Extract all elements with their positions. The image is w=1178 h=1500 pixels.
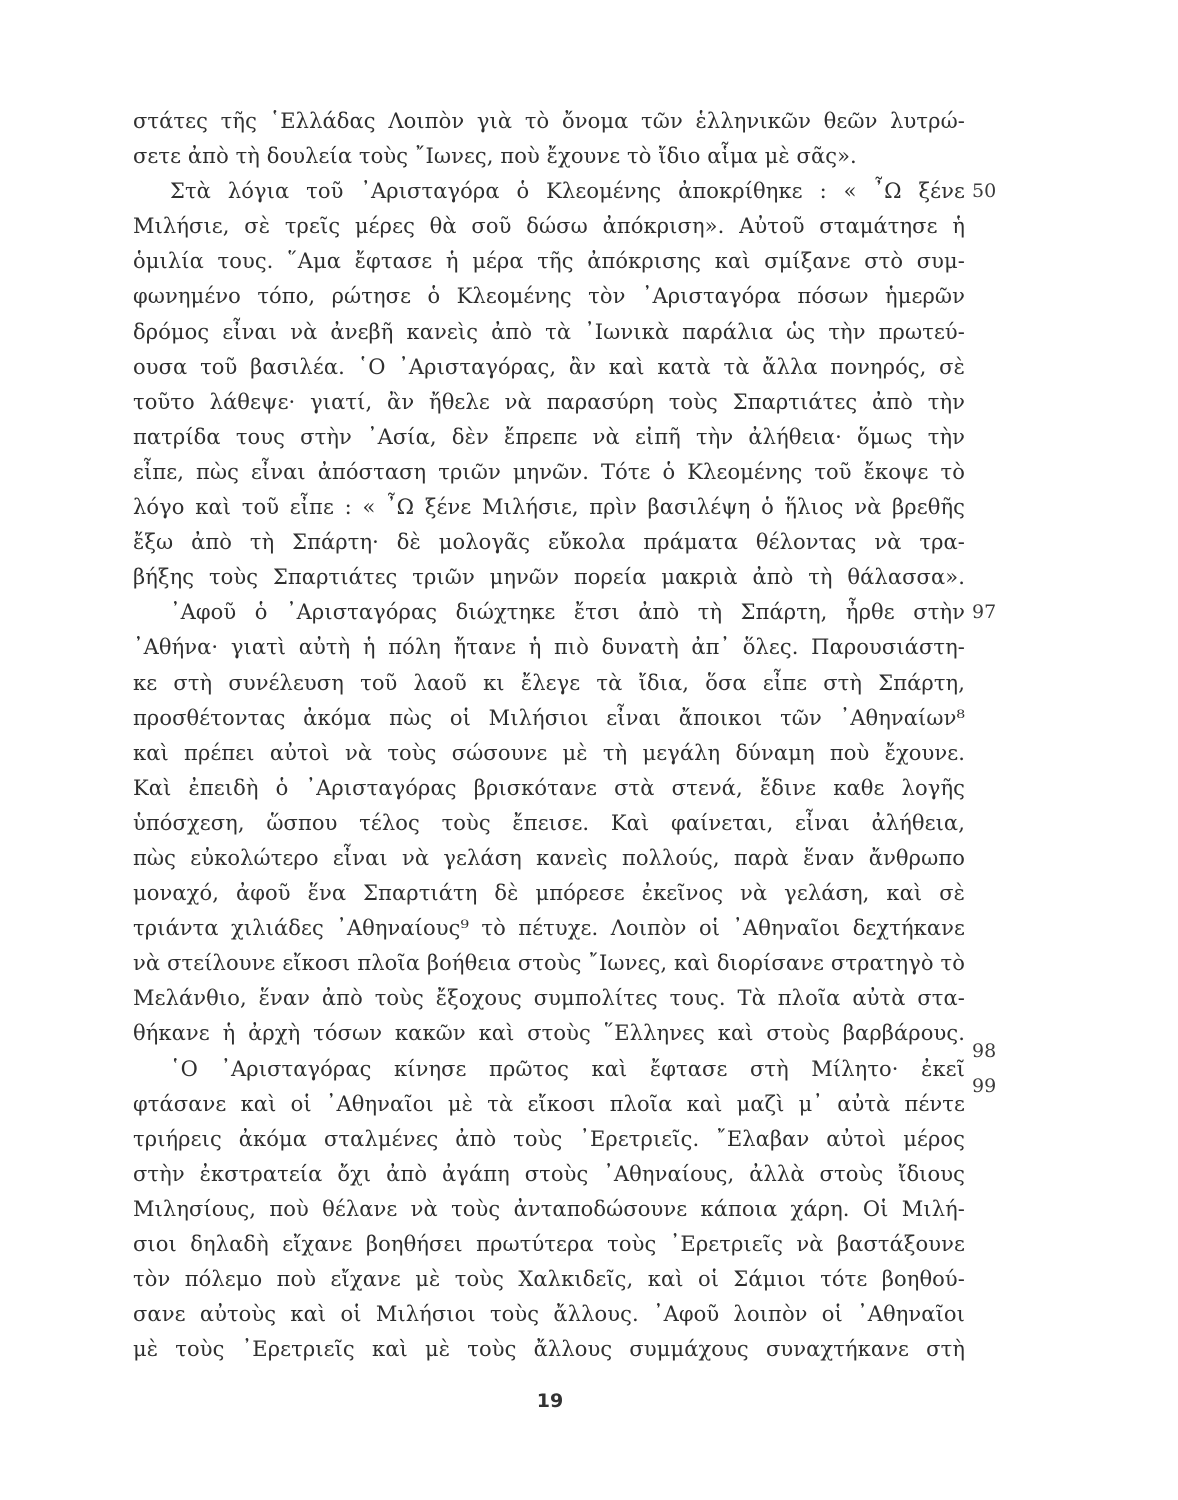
text-line: ᾽Αθήνα· γιατὶ αὐτὴ ἡ πόλη ἤτανε ἡ πιὸ δυνατὴ ἀπ᾽ ὅλες. Παρουσιάστη- <box>133 635 965 660</box>
text-line: καὶ πρέπει αὐτοὶ νὰ τοὺς σώσουνε μὲ τὴ μεγάλη δύναμη ποὺ ἔχουνε. <box>133 740 965 765</box>
text-line: Μιλήσιε, σὲ τρεῖς μέρες θὰ σοῦ δώσω ἀπόκριση». Αὐτοῦ σταμάτησε ἡ <box>133 214 965 239</box>
text-line: πατρίδα τους στὴν ᾽Ασία, δὲν ἔπρεπε νὰ εἰπῆ τὴν ἀλήθεια· ὅμως τὴν <box>133 424 965 449</box>
body-text <box>133 104 965 1367</box>
text-line: Καὶ ἐπειδὴ ὁ ᾽Αρισταγόρας βρισκότανε στὰ στενά, ἔδινε καθε λογῆς <box>133 775 965 800</box>
text-line: λόγο καὶ τοῦ εἶπε : « ῏Ω ξένε Μιλήσιε, πρὶν βασιλέψη ὁ ἥλιος νὰ βρεθῆς <box>133 495 965 520</box>
text-line: Μιλησίους, ποὺ θέλανε νὰ τοὺς ἀνταποδώσουνε κάποια χάρη. Οἱ Μιλή- <box>133 1196 965 1221</box>
text-line: κε στὴ συνέλευση τοῦ λαοῦ κι ἔλεγε τὰ ἴδια, ὅσα εἶπε στὴ Σπάρτη, <box>133 670 965 695</box>
text-line: στάτες τῆς ῾Ελλάδας Λοιπὸν γιὰ τὸ ὄνομα τῶν ἑλληνικῶν θεῶν λυτρώ- <box>133 109 965 133</box>
text-line: ἔξω ἀπὸ τὴ Σπάρτη· δὲ μολογᾶς εὔκολα πράματα θέλοντας νὰ τρα- <box>133 530 965 555</box>
text-line: νὰ στείλουνε εἴκοσι πλοῖα βοήθεια στοὺς ῎Ιωνες, καὶ διορίσανε στρατηγὸ τὸ <box>133 951 965 976</box>
margin-chapter-number: 50 <box>972 180 997 202</box>
text-line: μὲ τοὺς ᾽Ερετριεῖς καὶ μὲ τοὺς ἄλλους συμμάχους συναχτήκανε στὴ <box>133 1337 965 1362</box>
text-line: τοῦτο λάθεψε· γιατί, ἂν ἤθελε νὰ παρασύρη τοὺς Σπαρτιάτες ἀπὸ τὴν <box>133 389 965 414</box>
text-line: προσθέτοντας ἀκόμα πὼς οἱ Μιλήσιοι εἶναι ἄποικοι τῶν ᾽Αθηναίων⁸ <box>133 705 965 730</box>
text-line: τριάντα χιλιάδες ᾽Αθηναίους⁹ τὸ πέτυχε. Λοιπὸν οἱ ᾽Αθηναῖοι δεχτήκανε <box>133 916 965 941</box>
text-line: τὸν πόλεμο ποὺ εἴχανε μὲ τοὺς Χαλκιδεῖς, καὶ οἱ Σάμιοι τότε βοηθού- <box>133 1267 965 1292</box>
text-line: Μελάνθιο, ἕναν ἀπὸ τοὺς ἔξοχους συμπολίτες τους. Τὰ πλοῖα αὐτὰ στα- <box>133 986 965 1011</box>
margin-chapter-number: 97 <box>972 601 997 623</box>
margin-chapter-number: 98 <box>972 1040 997 1062</box>
text-line: ὑπόσχεση, ὥσπου τέλος τοὺς ἔπεισε. Καὶ φαίνεται, εἶναι ἀλήθεια, <box>133 810 965 835</box>
text-line: τριήρεις ἀκόμα σταλμένες ἀπὸ τοὺς ᾽Ερετριεῖς. ῎Ελαβαν αὐτοὶ μέρος <box>133 1126 965 1151</box>
text-line: σανε αὐτοὺς καὶ οἱ Μιλήσιοι τοὺς ἄλλους. ᾽Αφοῦ λοιπὸν οἱ ᾽Αθηναῖοι <box>133 1302 965 1327</box>
text-line: δρόμος εἶναι νὰ ἀνεβῆ κανεὶς ἀπὸ τὰ ᾽Ιωνικὰ παράλια ὡς τὴν πρωτεύ- <box>133 319 965 344</box>
text-line: στὴν ἐκστρατεία ὄχι ἀπὸ ἀγάπη στοὺς ᾽Αθηναίους, ἀλλὰ στοὺς ἴδιους <box>133 1161 965 1186</box>
margin-chapter-number: 99 <box>972 1075 997 1097</box>
text-line: πὼς εὐκολώτερο εἶναι νὰ γελάση κανεὶς πολλούς, παρὰ ἕναν ἄνθρωπο <box>133 845 965 870</box>
text-line: θήκανε ἡ ἀρχὴ τόσων κακῶν καὶ στοὺς ῞Ελληνες καὶ στοὺς βαρβάρους. <box>133 1021 965 1046</box>
text-line: ᾽Αφοῦ ὁ ᾽Αρισταγόρας διώχτηκε ἔτσι ἀπὸ τὴ Σπάρτη, ἦρθε στὴν <box>170 600 965 625</box>
text-line: φωνημένο τόπο, ρώτησε ὁ Κλεομένης τὸν ᾽Αρισταγόρα πόσων ἡμερῶν <box>133 284 965 309</box>
page-number: 19 <box>536 1390 564 1412</box>
text-line: φτάσανε καὶ οἱ ᾽Αθηναῖοι μὲ τὰ εἴκοσι πλοῖα καὶ μαζὶ μ᾽ αὐτὰ πέντε <box>133 1091 965 1116</box>
text-line: Στὰ λόγια τοῦ ᾽Αρισταγόρα ὁ Κλεομένης ἀποκρίθηκε : « ῏Ω ξένε <box>170 179 965 204</box>
text-line: εἶπε, πὼς εἶναι ἀπόσταση τριῶν μηνῶν. Τότε ὁ Κλεομένης τοῦ ἔκοψε τὸ <box>133 459 965 484</box>
text-line: μοναχό, ἀφοῦ ἕνα Σπαρτιάτη δὲ μπόρεσε ἐκεῖνος νὰ γελάση, καὶ σὲ <box>133 881 965 906</box>
text-line: ουσα τοῦ βασιλέα. ῾Ο ᾽Αρισταγόρας, ἂν καὶ κατὰ τὰ ἄλλα πονηρός, σὲ <box>133 354 965 379</box>
text-line: βήξης τοὺς Σπαρτιάτες τριῶν μηνῶν πορεία μακριὰ ἀπὸ τὴ θάλασσα». <box>133 565 965 590</box>
text-line: ῾Ο ᾽Αρισταγόρας κίνησε πρῶτος καὶ ἔφτασε στὴ Μίλητο· ἐκεῖ <box>170 1056 965 1081</box>
text-line: ὁμιλία τους. ῞Αμα ἔφτασε ἡ μέρα τῆς ἀπόκρισης καὶ σμίξανε στὸ συμ- <box>133 249 965 274</box>
text-line: σετε ἀπὸ τὴ δουλεία τοὺς ῎Ιωνες, ποὺ ἔχουνε τὸ ἴδιο αἷμα μὲ σᾶς». <box>133 144 857 169</box>
text-line: σιοι δηλαδὴ εἴχανε βοηθήσει πρωτύτερα τοὺς ᾽Ερετριεῖς νὰ βαστάξουνε <box>133 1232 965 1256</box>
